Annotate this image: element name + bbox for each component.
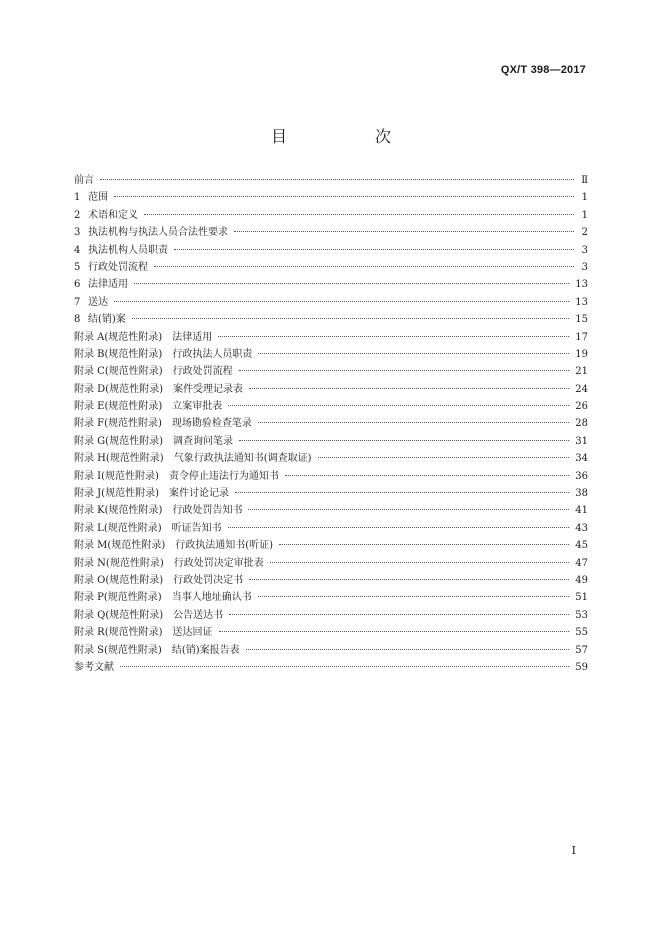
toc-leader-dots (248, 508, 569, 510)
toc-entry-number: 4 (74, 244, 81, 256)
toc-entry[interactable] (74, 555, 588, 572)
toc-leader-dots (154, 265, 574, 267)
toc-entry-page: 15 (575, 314, 588, 326)
toc-entry-label: 附录 G(规范性附录) 调查询问笔录 (74, 435, 233, 447)
toc-entry-label: 附录 O(规范性附录) 行政处罚决定书 (74, 574, 244, 586)
toc-leader-dots (258, 352, 569, 354)
toc-entry[interactable] (74, 520, 588, 537)
toc-entry-page: 53 (575, 609, 588, 621)
toc-entry-page: 1 (581, 192, 588, 204)
toc-entry-label: 附录 J(规范性附录) 案件讨论记录 (74, 488, 229, 500)
toc-entry-label: 法律适用 (88, 279, 128, 291)
toc-entry-label: 附录 B(规范性附录) 行政执法人员职责 (74, 348, 253, 360)
toc-entry-label: 送达 (88, 296, 108, 308)
toc-entry-number: 8 (74, 314, 81, 326)
toc-entry-page: 41 (575, 505, 588, 517)
toc-entry-label: 附录 A(规范性附录) 法律适用 (74, 331, 213, 343)
toc-leader-dots (258, 595, 570, 597)
toc-entry[interactable] (74, 468, 588, 485)
toc-entry-label: 附录 P(规范性附录) 当事人地址确认书 (74, 592, 252, 604)
toc-entry-label: 附录 I(规范性附录) 责令停止违法行为通知书 (74, 470, 279, 482)
toc-entry-number: 7 (74, 296, 81, 308)
toc-leader-dots (239, 369, 570, 371)
toc-leader-dots (114, 300, 569, 302)
toc-entry[interactable] (74, 363, 588, 380)
toc-entry[interactable] (74, 381, 588, 398)
toc-entry-page: 3 (581, 261, 588, 273)
toc-leader-dots (174, 248, 574, 250)
toc-entry-label: 附录 M(规范性附录) 行政执法通知书(听证) (74, 540, 274, 552)
toc-entry-page: 26 (575, 401, 588, 413)
toc-entry-page: 57 (575, 644, 588, 656)
toc-entry-label: 附录 H(规范性附录) 气象行政执法通知书(调查取证) (74, 453, 312, 465)
toc-entry-label: 术语和定义 (88, 209, 138, 221)
toc-entry-label: 附录 F(规范性附录) 现场勘验检查笔录 (74, 418, 252, 430)
toc-entry[interactable] (74, 294, 588, 311)
toc-entry-page: 19 (575, 348, 588, 360)
toc-entry[interactable] (74, 607, 588, 624)
toc-leader-dots (249, 578, 569, 580)
toc-entry-page: 55 (575, 627, 588, 639)
toc-entry-page: 13 (575, 279, 588, 291)
toc-entry[interactable] (74, 207, 588, 224)
toc-entry-page: 3 (581, 244, 588, 256)
toc-entry-label: 行政处罚流程 (88, 261, 148, 273)
toc-entry[interactable] (74, 276, 588, 293)
toc-leader-dots (234, 230, 574, 232)
toc-entry-label: 附录 R(规范性附录) 送达回证 (74, 627, 213, 639)
toc-entry-label: 范围 (88, 192, 108, 204)
toc-entry-page: 49 (575, 574, 588, 586)
toc-entry-label: 附录 K(规范性附录) 行政处罚告知书 (74, 505, 243, 517)
toc-entry-page: 17 (575, 331, 588, 343)
toc-leader-dots (249, 387, 569, 389)
toc-entry[interactable] (74, 537, 588, 554)
toc-leader-dots (279, 543, 569, 545)
toc-entry-page: 45 (575, 540, 588, 552)
toc-entry[interactable] (74, 259, 588, 276)
toc-entry-label: 附录 C(规范性附录) 行政处罚流程 (74, 366, 233, 378)
toc-leader-dots (218, 335, 569, 337)
toc-entry-number: 3 (74, 227, 81, 239)
toc-entry-label: 附录 L(规范性附录) 听证告知书 (74, 522, 222, 534)
toc-entry[interactable] (74, 172, 588, 189)
toc-entry[interactable] (74, 572, 588, 589)
table-of-contents (74, 172, 588, 676)
toc-entry[interactable] (74, 433, 588, 450)
toc-entry-page: 36 (575, 470, 588, 482)
toc-entry[interactable] (74, 242, 588, 259)
toc-entry-page: 1 (581, 209, 588, 221)
page-number: I (571, 844, 576, 857)
toc-entry-label: 附录 N(规范性附录) 行政处罚决定审批表 (74, 557, 264, 569)
toc-leader-dots (144, 213, 574, 215)
toc-entry[interactable] (74, 450, 588, 467)
toc-leader-dots (132, 317, 569, 319)
toc-leader-dots (258, 421, 569, 423)
toc-entry-label: 前言 (74, 175, 94, 186)
toc-leader-dots (270, 561, 570, 563)
toc-leader-dots (219, 630, 570, 632)
toc-entry-page: 28 (575, 418, 588, 430)
toc-leader-dots (285, 474, 569, 476)
toc-leader-dots (134, 282, 569, 284)
toc-entry[interactable] (74, 329, 588, 346)
toc-entry[interactable] (74, 189, 588, 206)
toc-entry-page: 51 (575, 592, 588, 604)
toc-entry-page: 24 (575, 383, 588, 395)
toc-leader-dots (228, 404, 569, 406)
toc-entry-page: 43 (575, 522, 588, 534)
toc-entry[interactable] (74, 624, 588, 641)
toc-entry-page: 2 (581, 227, 588, 239)
toc-entry-page: 59 (575, 661, 588, 673)
toc-entry-number: 2 (74, 209, 81, 221)
toc-entry[interactable] (74, 346, 588, 363)
toc-entry-page: 38 (575, 488, 588, 500)
toc-leader-dots (318, 456, 570, 458)
toc-leader-dots (114, 195, 574, 197)
toc-entry-label: 附录 E(规范性附录) 立案审批表 (74, 401, 223, 413)
toc-entry[interactable] (74, 642, 588, 659)
toc-entry-label: 附录 D(规范性附录) 案件受理记录表 (74, 383, 243, 395)
toc-entry-page: 34 (575, 453, 588, 465)
toc-entry[interactable] (74, 659, 588, 676)
toc-entry-page: Ⅱ (581, 175, 588, 186)
toc-entry[interactable] (74, 485, 588, 502)
toc-entry[interactable] (74, 311, 588, 328)
toc-entry-page: 47 (575, 557, 588, 569)
toc-entry-number: 6 (74, 279, 81, 291)
toc-entry-page: 21 (575, 366, 588, 378)
toc-entry[interactable] (74, 589, 588, 606)
toc-entry[interactable] (74, 398, 588, 415)
toc-title: 目 次 (270, 127, 427, 146)
toc-entry-label: 执法机构人员职责 (88, 244, 168, 256)
toc-leader-dots (120, 665, 569, 667)
toc-entry[interactable] (74, 502, 588, 519)
toc-entry-number: 1 (74, 192, 81, 204)
toc-entry[interactable] (74, 224, 588, 241)
toc-leader-dots (239, 439, 569, 441)
toc-entry[interactable] (74, 415, 588, 432)
toc-leader-dots (228, 526, 570, 528)
toc-leader-dots (100, 178, 574, 180)
toc-entry-label: 结(销)案 (88, 314, 126, 326)
toc-entry-label: 附录 S(规范性附录) 结(销)案报告表 (74, 644, 240, 656)
toc-leader-dots (246, 648, 570, 650)
toc-entry-label: 执法机构与执法人员合法性要求 (88, 227, 228, 239)
standard-code: QX/T 398—2017 (500, 64, 586, 76)
toc-leader-dots (229, 613, 569, 615)
toc-entry-label: 参考文献 (74, 661, 114, 673)
toc-leader-dots (235, 491, 569, 493)
toc-entry-page: 13 (575, 296, 588, 308)
toc-entry-number: 5 (74, 261, 81, 273)
toc-entry-page: 31 (575, 435, 588, 447)
toc-entry-label: 附录 Q(规范性附录) 公告送达书 (74, 609, 224, 621)
